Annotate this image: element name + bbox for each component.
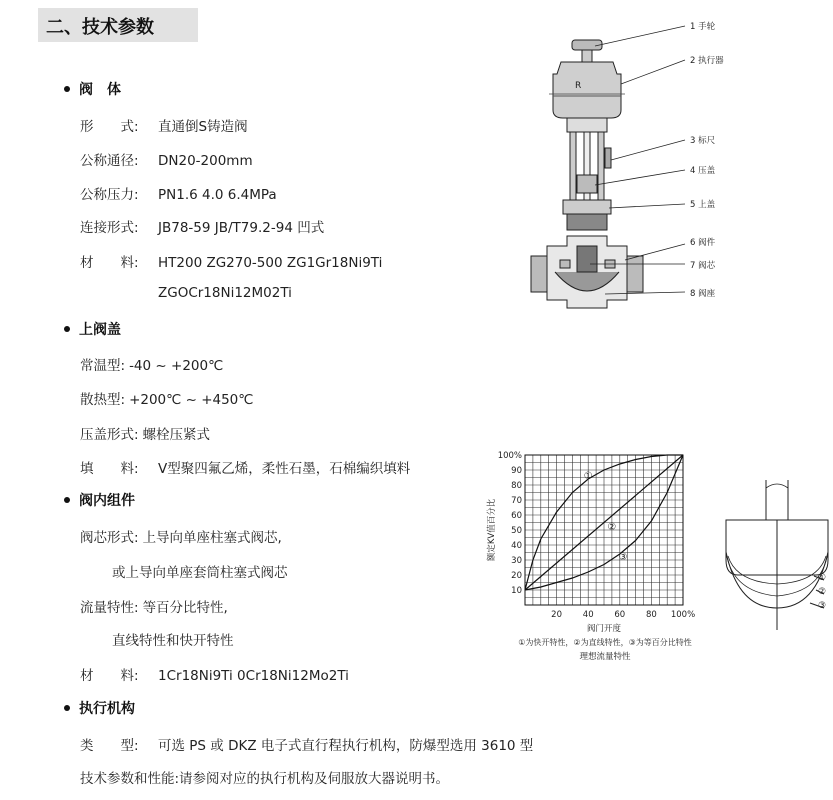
part-label: 4 压盖 xyxy=(690,166,716,176)
bullet-icon xyxy=(64,705,70,711)
y-axis-label: 额定KV值百分比 xyxy=(487,498,497,562)
param-label: 散热型: xyxy=(80,392,126,408)
section-valve-body xyxy=(64,79,121,99)
param-label: 材 料: xyxy=(80,668,139,684)
y-tick-label: 20 xyxy=(511,571,522,581)
param-row xyxy=(80,115,248,135)
y-tick-label: 80 xyxy=(511,481,522,491)
param-value: 螺栓压紧式 xyxy=(142,427,211,443)
y-tick-label: 10 xyxy=(511,586,522,596)
series-label: ② xyxy=(607,522,617,533)
page-title: 二、技术参数 xyxy=(46,17,154,38)
part-label: 8 阀座 xyxy=(690,289,716,299)
param-continuation: 或上导向单座套筒柱塞式阀芯 xyxy=(112,565,288,581)
param-label: 阀芯形式: xyxy=(80,530,139,546)
param-continuation: ZGOCr18Ni12M02Ti xyxy=(158,285,292,301)
param-row xyxy=(80,149,253,169)
param-row xyxy=(80,734,533,754)
part-label: 6 阀件 xyxy=(690,238,716,248)
param-row xyxy=(80,664,349,684)
y-tick-label: 100% xyxy=(497,451,522,461)
y-tick-label: 70 xyxy=(511,496,522,506)
param-value: +200℃ ~ +450℃ xyxy=(129,392,254,408)
param-value: 直通倒S铸造阀 xyxy=(158,119,248,135)
param-label: 流量特性: xyxy=(80,600,139,616)
actuator-note: 技术参数和性能:请参阅对应的执行机构及伺服放大器说明书。 xyxy=(80,771,450,787)
param-value: V型聚四氟乙烯，柔性石墨，石棉编织填料 xyxy=(158,461,411,477)
param-value: PN1.6 4.0 6.4MPa xyxy=(158,187,277,203)
curve-label: ① xyxy=(818,573,827,583)
y-tick-label: 50 xyxy=(511,526,522,536)
param-value: DN20-200mm xyxy=(158,153,253,169)
param-label: 连接形式: xyxy=(80,220,139,236)
param-label: 公称通径: xyxy=(80,153,139,169)
param-continuation: 直线特性和快开特性 xyxy=(112,633,234,649)
actuator-body-shape xyxy=(553,62,621,118)
param-row xyxy=(80,423,210,443)
y-tick-label: 40 xyxy=(511,541,522,551)
chart-title: 理想流量特性 xyxy=(579,652,631,662)
curve-label: ③ xyxy=(818,601,827,611)
param-row xyxy=(80,251,382,271)
section-trim xyxy=(64,490,135,510)
part-label: 7 阀芯 xyxy=(690,261,716,271)
param-row xyxy=(80,216,324,236)
bullet-icon xyxy=(64,86,70,92)
valve-plug-diagram xyxy=(718,480,833,640)
param-value: 可选 PS 或 DKZ 电子式直行程执行机构，防爆型选用 3610 型 xyxy=(158,738,534,754)
x-axis-label: 阀门开度 xyxy=(586,624,622,634)
param-label: 公称压力: xyxy=(80,187,139,203)
param-label: 材 料: xyxy=(80,255,139,271)
param-label: 压盖形式: xyxy=(80,427,139,443)
param-value: -40 ~ +200℃ xyxy=(129,358,224,374)
param-row xyxy=(80,526,282,546)
param-label: 形 式: xyxy=(80,119,139,135)
x-tick-label: 40 xyxy=(582,610,594,620)
part-label: 3 标尺 xyxy=(690,136,716,146)
part-label: 2 执行器 xyxy=(690,56,724,66)
series-label: ③ xyxy=(618,552,628,563)
x-tick-label: 80 xyxy=(645,610,657,620)
param-value: 上导向单座柱塞式阀芯, xyxy=(142,530,282,546)
param-row xyxy=(80,183,277,203)
param-label: 类 型: xyxy=(80,738,139,754)
section-title: 阀内组件 xyxy=(79,493,135,509)
param-row xyxy=(80,457,410,477)
param-label: 常温型: xyxy=(80,358,126,374)
section-title: 阀 体 xyxy=(79,82,121,98)
section-bonnet xyxy=(64,319,121,339)
bullet-icon xyxy=(64,497,70,503)
actuator-letter: R xyxy=(575,81,582,91)
flow-characteristic-chart xyxy=(480,445,730,680)
x-tick-label: 100% xyxy=(670,610,696,620)
handwheel-shape xyxy=(572,40,602,50)
curve-label: ② xyxy=(818,587,827,597)
part-label: 1 手轮 xyxy=(690,22,716,32)
param-value: HT200 ZG270-500 ZG1Gr18Ni9Ti xyxy=(158,255,383,271)
param-row xyxy=(80,596,228,616)
section-actuator xyxy=(64,698,135,718)
x-tick-label: 60 xyxy=(614,610,626,620)
param-value: 等百分比特性, xyxy=(142,600,228,616)
valve-assembly-diagram xyxy=(525,10,825,330)
legend-note: ①为快开特性，②为直线特性，③为等百分比特性 xyxy=(518,638,692,647)
param-row xyxy=(80,388,253,408)
series-label: ① xyxy=(583,471,593,482)
param-label: 填 料: xyxy=(80,461,139,477)
param-row xyxy=(80,354,223,374)
bullet-icon xyxy=(64,326,70,332)
param-value: JB78-59 JB/T79.2-94 凹式 xyxy=(158,220,325,236)
y-tick-label: 30 xyxy=(511,556,522,566)
section-title: 执行机构 xyxy=(79,701,135,717)
part-label: 5 上盖 xyxy=(690,200,716,210)
section-title: 上阀盖 xyxy=(79,322,121,338)
param-value: 1Cr18Ni9Ti 0Cr18Ni12Mo2Ti xyxy=(158,668,349,684)
x-tick-label: 20 xyxy=(551,610,563,620)
y-tick-label: 60 xyxy=(511,511,522,521)
y-tick-label: 90 xyxy=(511,466,522,476)
